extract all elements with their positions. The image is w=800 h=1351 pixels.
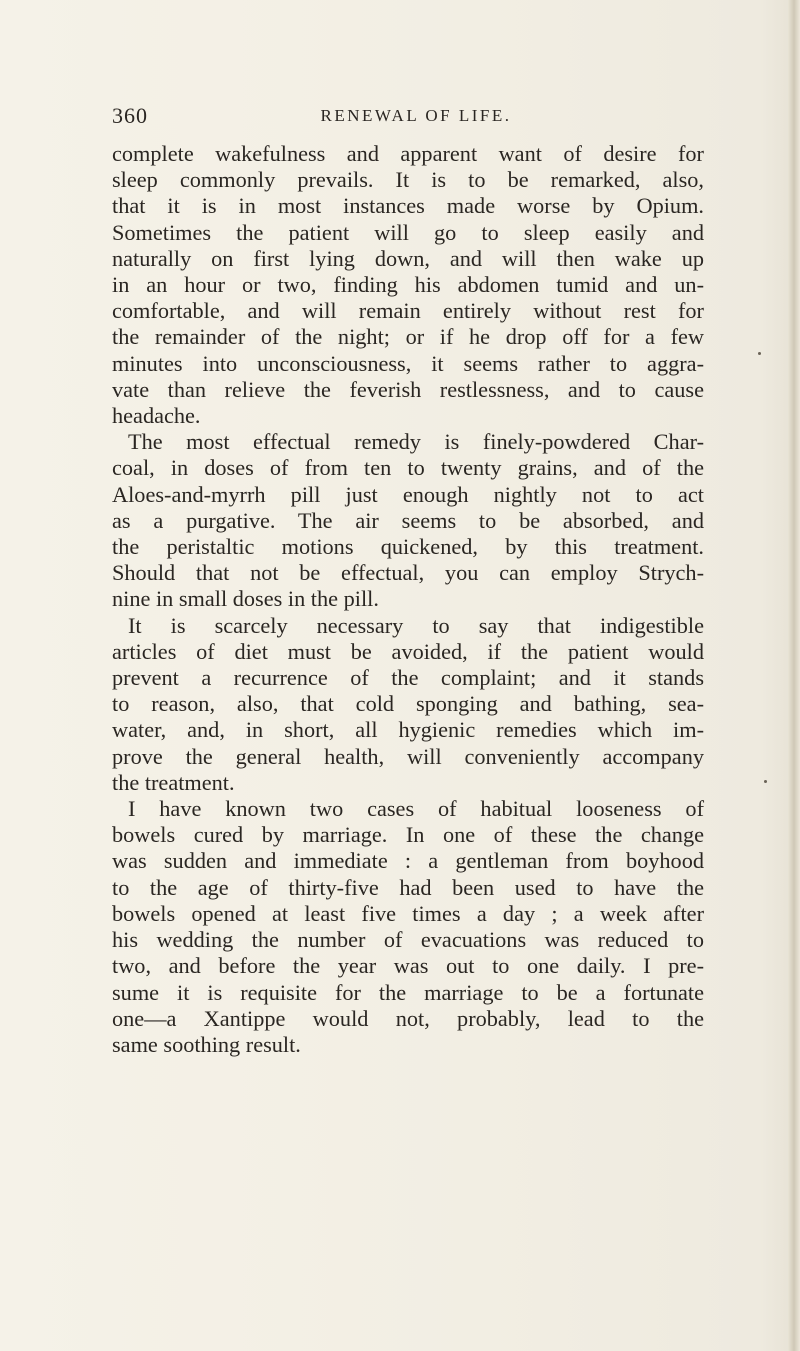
page-speck	[764, 780, 767, 783]
text-line: water, and, in short, all hygienic remedies which im-	[112, 717, 704, 743]
paragraph	[112, 796, 704, 1058]
page-edge	[788, 0, 800, 1351]
text-line: that it is in most instances made worse by Opium.	[112, 193, 704, 219]
text-line: Aloes-and-myrrh pill just enough nightly not to act	[112, 481, 704, 507]
text-line: to the age of thirty-five had been used to have the	[112, 874, 704, 900]
paragraph	[112, 141, 704, 429]
page-header	[112, 103, 700, 133]
body-text	[112, 141, 704, 1058]
text-line: coal, in doses of from ten to twenty grains, and of the	[112, 455, 704, 481]
page-number: 360	[112, 103, 148, 128]
text-line: bowels cured by marriage. In one of these the change	[112, 822, 704, 848]
text-line: complete wakefulness and apparent want of desire for	[112, 141, 704, 166]
text-line: minutes into unconsciousness, it seems rather to aggra-	[112, 350, 704, 376]
text-line: to reason, also, that cold sponging and bathing, sea-	[112, 691, 704, 717]
text-line: articles of diet must be avoided, if the patient would	[112, 638, 704, 664]
text-line: bowels opened at least five times a day ; a week after	[112, 900, 704, 926]
text-line: Should that not be effectual, you can employ Strych-	[112, 560, 704, 586]
text-line: the peristaltic motions quickened, by this treatment.	[112, 534, 704, 560]
text-line: prove the general health, will conveniently accompany	[112, 743, 704, 769]
text-line: naturally on first lying down, and will then wake up	[112, 245, 704, 271]
page-speck	[758, 352, 761, 355]
text-line: headache.	[112, 403, 201, 429]
paragraph	[112, 613, 704, 796]
text-line: the treatment.	[112, 769, 235, 795]
text-line: was sudden and immediate : a gentleman from boyhood	[112, 848, 704, 874]
running-head: RENEWAL OF LIFE.	[320, 106, 512, 125]
text-line: The most effectual remedy is finely-powdered Char-	[128, 429, 704, 455]
text-line: I have known two cases of habitual looseness of	[128, 796, 704, 822]
text-line: It is scarcely necessary to say that indigestible	[128, 612, 704, 638]
text-line: in an hour or two, finding his abdomen tumid and un-	[112, 272, 704, 298]
text-line: as a purgative. The air seems to be absorbed, and	[112, 507, 704, 533]
text-line: same soothing result.	[112, 1031, 301, 1057]
text-line: his wedding the number of evacuations was reduced to	[112, 927, 704, 953]
text-line: sleep commonly prevails. It is to be remarked, also,	[112, 167, 704, 193]
text-line: one—a Xantippe would not, probably, lead to the	[112, 1005, 704, 1031]
text-line: vate than relieve the feverish restlessness, and to cause	[112, 376, 704, 402]
text-line: two, and before the year was out to one daily. I pre-	[112, 953, 704, 979]
text-line: prevent a recurrence of the complaint; and it stands	[112, 665, 704, 691]
text-line: the remainder of the night; or if he drop off for a few	[112, 324, 704, 350]
text-line: sume it is requisite for the marriage to be a fortunate	[112, 979, 704, 1005]
text-line: comfortable, and will remain entirely without rest for	[112, 298, 704, 324]
text-line: nine in small doses in the pill.	[112, 586, 379, 612]
text-line: Sometimes the patient will go to sleep easily and	[112, 219, 704, 245]
paragraph	[112, 429, 704, 612]
